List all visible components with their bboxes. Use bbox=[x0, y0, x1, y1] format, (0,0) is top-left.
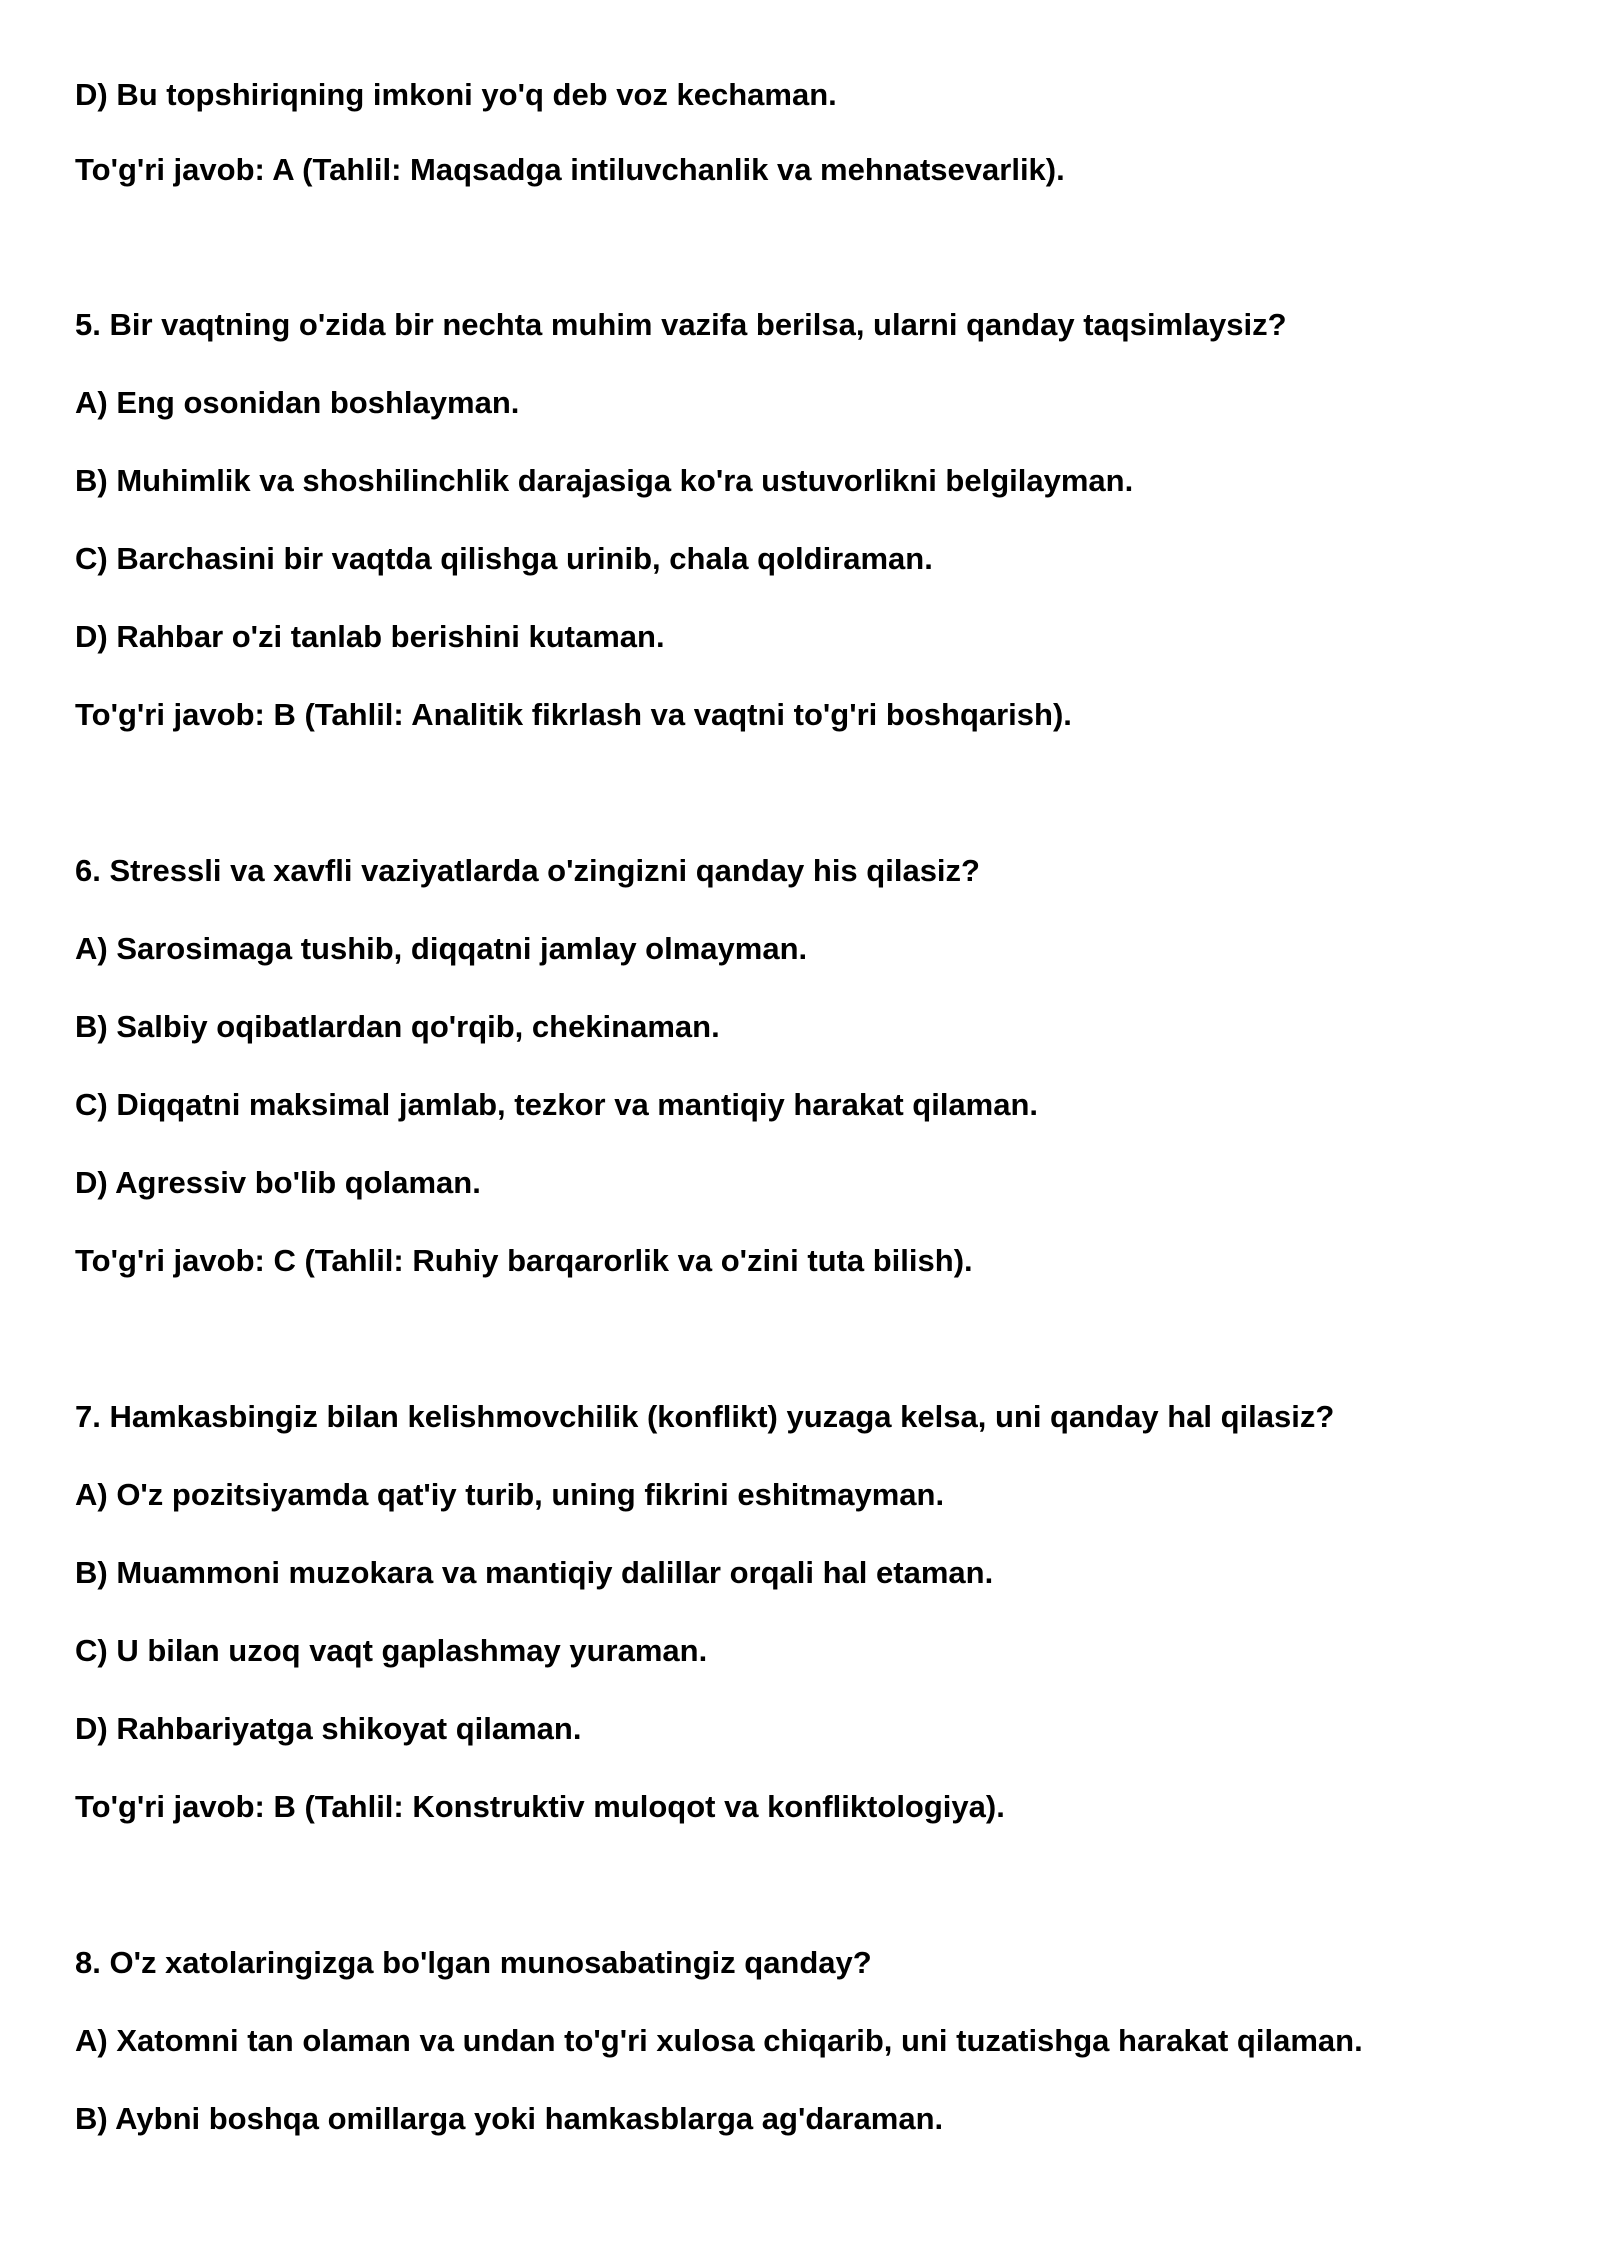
option-4d: D) Bu topshiriqning imkoni yo'q deb voz kechaman. bbox=[75, 77, 837, 112]
option-6d: D) Agressiv bo'lib qolaman. bbox=[75, 1165, 481, 1200]
option-5d: D) Rahbar o'zi tanlab berishini kutaman. bbox=[75, 619, 665, 654]
option-7a: A) O'z pozitsiyamda qat'iy turib, uning fikrini eshitmayman. bbox=[75, 1477, 945, 1512]
option-7c: C) U bilan uzoq vaqt gaplashmay yuraman. bbox=[75, 1633, 708, 1668]
question-5: 5. Bir vaqtning o'zida bir nechta muhim vazifa berilsa, ularni qanday taqsimlaysiz? bbox=[75, 307, 1287, 342]
answer-4: To'g'ri javob: A (Tahlil: Maqsadga intiluvchanlik va mehnatsevarlik). bbox=[75, 152, 1065, 187]
question-8: 8. O'z xatolaringizga bo'lgan munosabatingiz qanday? bbox=[75, 1945, 872, 1980]
option-7b: B) Muammoni muzokara va mantiqiy dalillar orqali hal etaman. bbox=[75, 1555, 994, 1590]
option-8a: A) Xatomni tan olaman va undan to'g'ri xulosa chiqarib, uni tuzatishga harakat qilaman. bbox=[75, 2023, 1363, 2058]
answer-5: To'g'ri javob: B (Tahlil: Analitik fikrlash va vaqtni to'g'ri boshqarish). bbox=[75, 697, 1072, 732]
option-6c: C) Diqqatni maksimal jamlab, tezkor va mantiqiy harakat qilaman. bbox=[75, 1087, 1039, 1122]
answer-6: To'g'ri javob: C (Tahlil: Ruhiy barqarorlik va o'zini tuta bilish). bbox=[75, 1243, 973, 1278]
question-6: 6. Stressli va xavfli vaziyatlarda o'zingizni qanday his qilasiz? bbox=[75, 853, 980, 888]
option-7d: D) Rahbariyatga shikoyat qilaman. bbox=[75, 1711, 582, 1746]
option-6a: A) Sarosimaga tushib, diqqatni jamlay olmayman. bbox=[75, 931, 808, 966]
option-6b: B) Salbiy oqibatlardan qo'rqib, chekinaman. bbox=[75, 1009, 720, 1044]
option-5a: A) Eng osonidan boshlayman. bbox=[75, 385, 520, 420]
option-5c: C) Barchasini bir vaqtda qilishga urinib, chala qoldiraman. bbox=[75, 541, 933, 576]
option-8b: B) Aybni boshqa omillarga yoki hamkasblarga ag'daraman. bbox=[75, 2101, 944, 2136]
option-5b: B) Muhimlik va shoshilinchlik darajasiga ko'ra ustuvorlikni belgilayman. bbox=[75, 463, 1134, 498]
answer-7: To'g'ri javob: B (Tahlil: Konstruktiv muloqot va konfliktologiya). bbox=[75, 1789, 1005, 1824]
question-7: 7. Hamkasbingiz bilan kelishmovchilik (konflikt) yuzaga kelsa, uni qanday hal qilasiz? bbox=[75, 1399, 1335, 1434]
